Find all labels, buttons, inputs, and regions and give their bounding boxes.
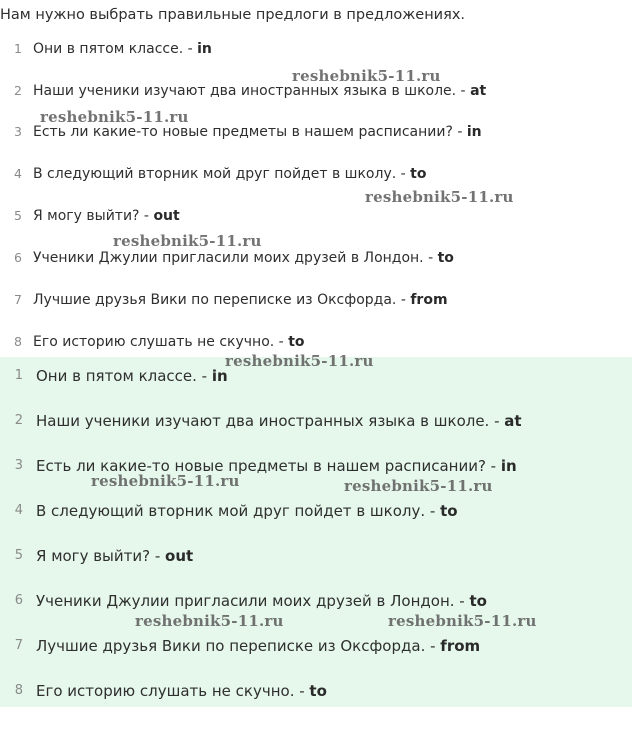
task-instruction: Нам нужно выбрать правильные предлоги в предложениях. <box>0 7 466 23</box>
item-number: 1 <box>14 41 22 56</box>
item-answer: at <box>504 412 522 430</box>
item-answer: in <box>197 41 212 57</box>
item-answer: out <box>165 547 194 565</box>
watermark-text: reshebnik5-11.ru <box>113 232 262 250</box>
item-text: Его историю слушать не скучно. - to <box>33 334 305 350</box>
item-text: Они в пятом классе. - in <box>33 41 212 57</box>
item-answer: to <box>288 334 305 350</box>
item-text: Наши ученики изучают два иностранных языка в школе. - at <box>36 412 522 430</box>
watermark-text: reshebnik5-11.ru <box>365 188 514 206</box>
watermark-text: reshebnik5-11.ru <box>344 477 493 495</box>
item-answer: to <box>469 592 487 610</box>
item-number: 5 <box>14 208 22 223</box>
item-number: 2 <box>14 83 22 98</box>
item-text: В следующий вторник мой друг пойдет в школу. - to <box>36 502 458 520</box>
watermark-text: reshebnik5-11.ru <box>40 108 189 126</box>
item-answer: to <box>440 502 458 520</box>
item-answer: from <box>440 637 481 655</box>
item-number: 8 <box>14 334 22 349</box>
item-text: Я могу выйти? - out <box>33 208 180 224</box>
item-number: 4 <box>14 166 22 181</box>
item-number: 7 <box>14 638 23 653</box>
item-text: Есть ли какие-то новые предметы в нашем расписании? - in <box>33 124 482 140</box>
item-number: 1 <box>14 368 23 383</box>
item-text: Ученики Джулии пригласили моих друзей в Лондон. - to <box>36 592 487 610</box>
item-number: 8 <box>14 683 23 698</box>
item-number: 6 <box>14 593 23 608</box>
item-answer: from <box>410 292 448 308</box>
item-text: Наши ученики изучают два иностранных языка в школе. - at <box>33 83 487 99</box>
item-answer: to <box>410 166 427 182</box>
item-text: Я могу выйти? - out <box>36 547 194 565</box>
item-text: Ученики Джулии пригласили моих друзей в Лондон. - to <box>33 250 454 266</box>
item-number: 7 <box>14 292 22 307</box>
item-number: 5 <box>14 548 23 563</box>
watermark-text: reshebnik5-11.ru <box>388 612 537 630</box>
item-answer: in <box>500 457 517 475</box>
item-number: 2 <box>14 413 23 428</box>
watermark-text: reshebnik5-11.ru <box>292 67 441 85</box>
watermark-text: reshebnik5-11.ru <box>91 472 240 490</box>
item-text: Есть ли какие-то новые предметы в нашем расписании? - in <box>36 457 517 475</box>
item-answer: at <box>470 83 487 99</box>
item-number: 3 <box>14 458 23 473</box>
item-number: 4 <box>14 503 23 518</box>
item-text: В следующий вторник мой друг пойдет в школу. - to <box>33 166 427 182</box>
item-text: Его историю слушать не скучно. - to <box>36 682 327 700</box>
item-number: 6 <box>14 250 22 265</box>
item-answer: in <box>466 124 482 140</box>
item-text: Они в пятом классе. - in <box>36 367 228 385</box>
item-answer: in <box>211 367 228 385</box>
item-text: Лучшие друзья Вики по переписке из Оксфорда. - from <box>33 292 448 308</box>
item-answer: out <box>153 208 180 224</box>
watermark-text: reshebnik5-11.ru <box>225 352 374 370</box>
item-number: 3 <box>14 124 22 139</box>
item-answer: to <box>309 682 327 700</box>
watermark-text: reshebnik5-11.ru <box>135 612 284 630</box>
item-answer: to <box>437 250 454 266</box>
highlighted-answer-block <box>0 357 632 707</box>
item-text: Лучшие друзья Вики по переписке из Оксфорда. - from <box>36 637 481 655</box>
